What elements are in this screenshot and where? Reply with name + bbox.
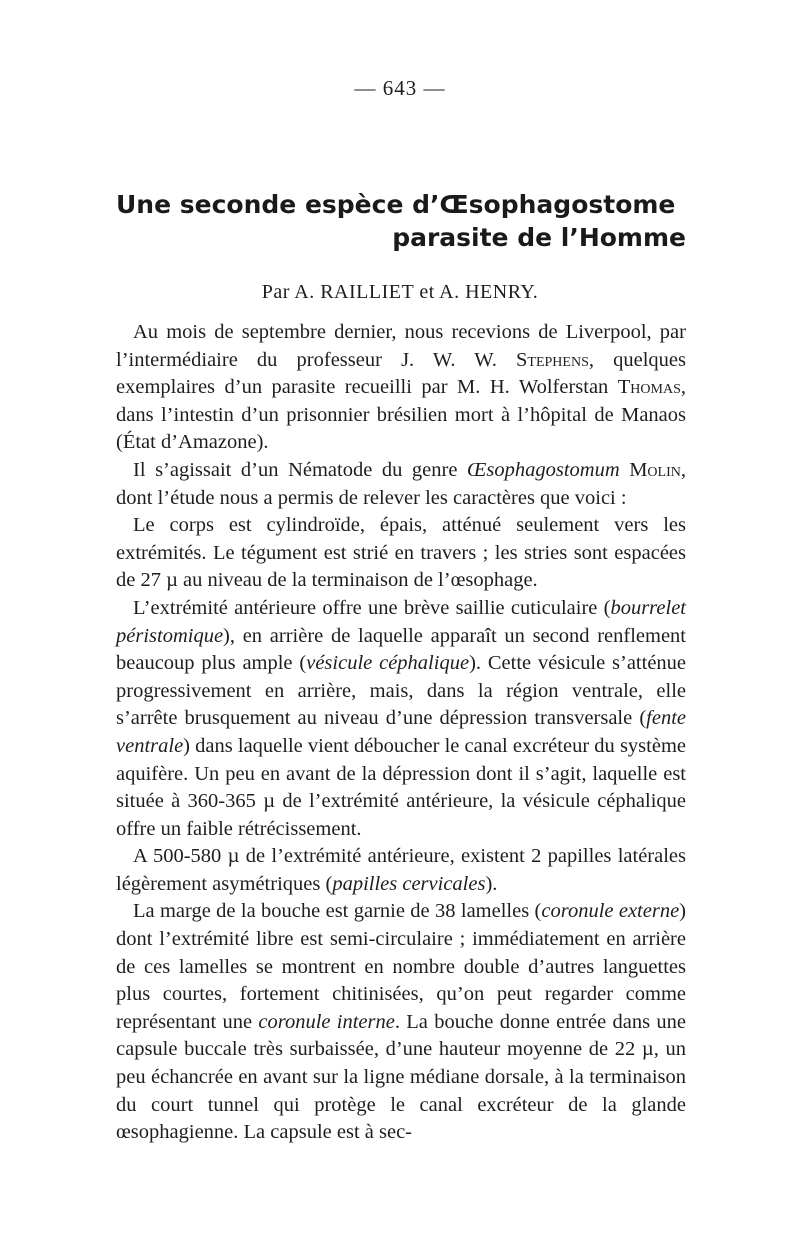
page-number: — 643 — [354, 76, 446, 100]
author-name: Molin [629, 458, 681, 481]
paragraph-5: A 500-580 µ de l’extrémité antérieure, existent 2 papilles latérales légèrement asymétriques (papilles cervicales). [116, 845, 686, 895]
title-line-1: Une seconde espèce d’Œsophagostome [116, 190, 676, 219]
paragraph-1: Au mois de septembre dernier, nous recevions de Liverpool, par l’intermédiaire du professeur J. W. W. Stephens, quelques exemplaires d’un parasite recueilli par M. H. Wolferstan Thomas, dans l’intestin d’un prisonnier brésilien mort à l’hôpital de Manaos (État d’Amazone). [116, 321, 687, 454]
title-line-2: parasite de l’Homme [392, 223, 686, 252]
paragraph-4: L’extrémité antérieure offre une brève saillie cuticulaire (bourrelet péristomique), en arrière de laquelle apparaît un second renflement beaucoup plus ample (vésicule céphalique). Cette vésicule s’atténue progressivement en arrière, mais, dans la région ventrale, elle s’arrête brusquement au niveau d’une dépression transversale (fente ventrale) dans laquelle vient déboucher le canal excréteur du système aquifère. Un peu en avant de la dépression dont il s’agit, laquelle est située à 360-365 µ de l’extrémité antérieure, la vésicule céphalique offre un faible rétrécissement. [116, 596, 687, 840]
genus-name: Œsophagostomum [467, 458, 620, 481]
paragraph-3: Le corps est cylindroïde, épais, atténué seulement vers les extrémités. Le tégument est strié en travers ; les stries sont espacées de 27 µ au niveau de la terminaison de l’œsophage. [116, 514, 686, 592]
article-body [116, 319, 686, 1147]
author-name: Stephens [516, 348, 589, 371]
byline: Par A. RAILLIET et A. HENRY. [261, 281, 539, 303]
author-name: Thomas [617, 376, 681, 399]
paragraph-6: La marge de la bouche est garnie de 38 lamelles (coronule externe) dont l’extrémité libre est semi-circulaire ; immédiatement en arrière de ces lamelles se montrent en nombre double d’autres languettes plus courtes, fortement chitinisées, qu’on peut regarder comme représentant une coronule interne. La bouche donne entrée dans une capsule buccale très surbaissée, d’une hauteur moyenne de 22 µ, un peu échancrée en avant sur la ligne médiane dorsale, à la terminaison du court tunnel qui protège le canal excréteur de la glande œsophagienne. La capsule est à sec- [116, 900, 686, 1144]
paragraph-2: Il s’agissait d’un Nématode du genre Œsophagostomum Molin, dont l’étude nous a permis de relever les caractères que voici : [116, 458, 686, 509]
